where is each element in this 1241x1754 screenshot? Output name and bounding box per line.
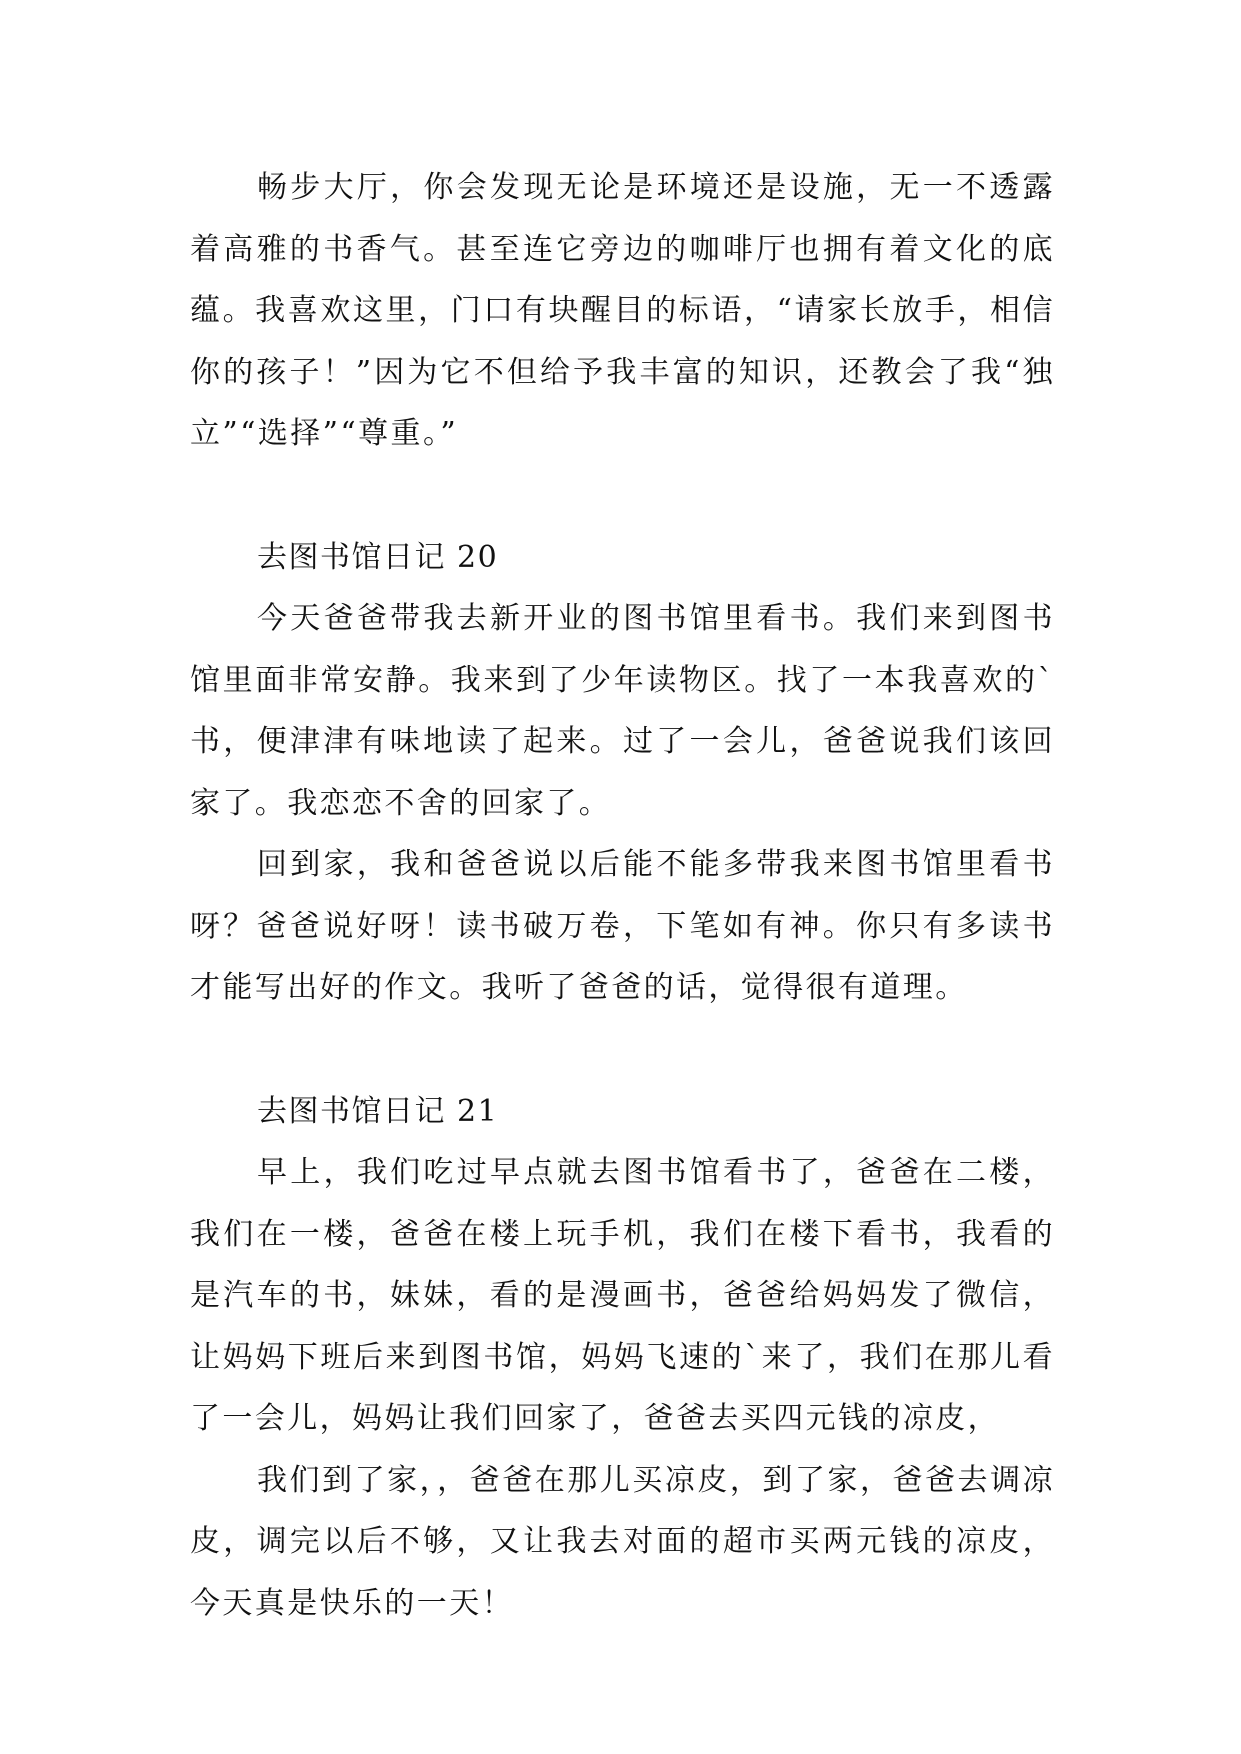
section-title: 去图书馆日记 21	[257, 1093, 499, 1129]
section-gap	[190, 465, 1055, 527]
section-library-hall	[190, 157, 1055, 465]
section-diary-21	[190, 1081, 1055, 1635]
paragraph: 我们到了家，，爸爸在那儿买凉皮，到了家，爸爸去调凉皮，调完以后不够，又让我去对面的超市买两元钱的凉皮，今天真是快乐的一天！	[190, 1462, 1055, 1621]
section-title: 去图书馆日记 20	[257, 539, 499, 575]
document-body	[190, 157, 1055, 1634]
section-gap	[190, 1019, 1055, 1081]
paragraph: 今天爸爸带我去新开业的图书馆里看书。我们来到图书馆里面非常安静。我来到了少年读物区。找了一本我喜欢的`书，便津津有味地读了起来。过了一会儿，爸爸说我们该回家了。我恋恋不舍的回家了。	[190, 601, 1055, 821]
paragraph: 回到家，我和爸爸说以后能不能多带我来图书馆里看书呀？爸爸说好呀！读书破万卷，下笔如有神。你只有多读书才能写出好的作文。我听了爸爸的话，觉得很有道理。	[190, 847, 1055, 1005]
section-diary-20	[190, 527, 1055, 1019]
paragraph: 早上，我们吃过早点就去图书馆看书了，爸爸在二楼，我们在一楼，爸爸在楼上玩手机，我们在楼下看书，我看的是汽车的书，妹妹，看的是漫画书，爸爸给妈妈发了微信，让妈妈下班后来到图书馆，妈妈飞速的`来了，我们在那儿看了一会儿，妈妈让我们回家了，爸爸去买四元钱的凉皮，	[190, 1155, 1055, 1436]
paragraph: 畅步大厅，你会发现无论是环境还是设施，无一不透露着高雅的书香气。甚至连它旁边的咖啡厅也拥有着文化的底蕴。我喜欢这里，门口有块醒目的标语，“请家长放手，相信你的孩子！”因为它不但给予我丰富的知识，还教会了我“独立”“选择”“尊重。”	[190, 170, 1055, 451]
